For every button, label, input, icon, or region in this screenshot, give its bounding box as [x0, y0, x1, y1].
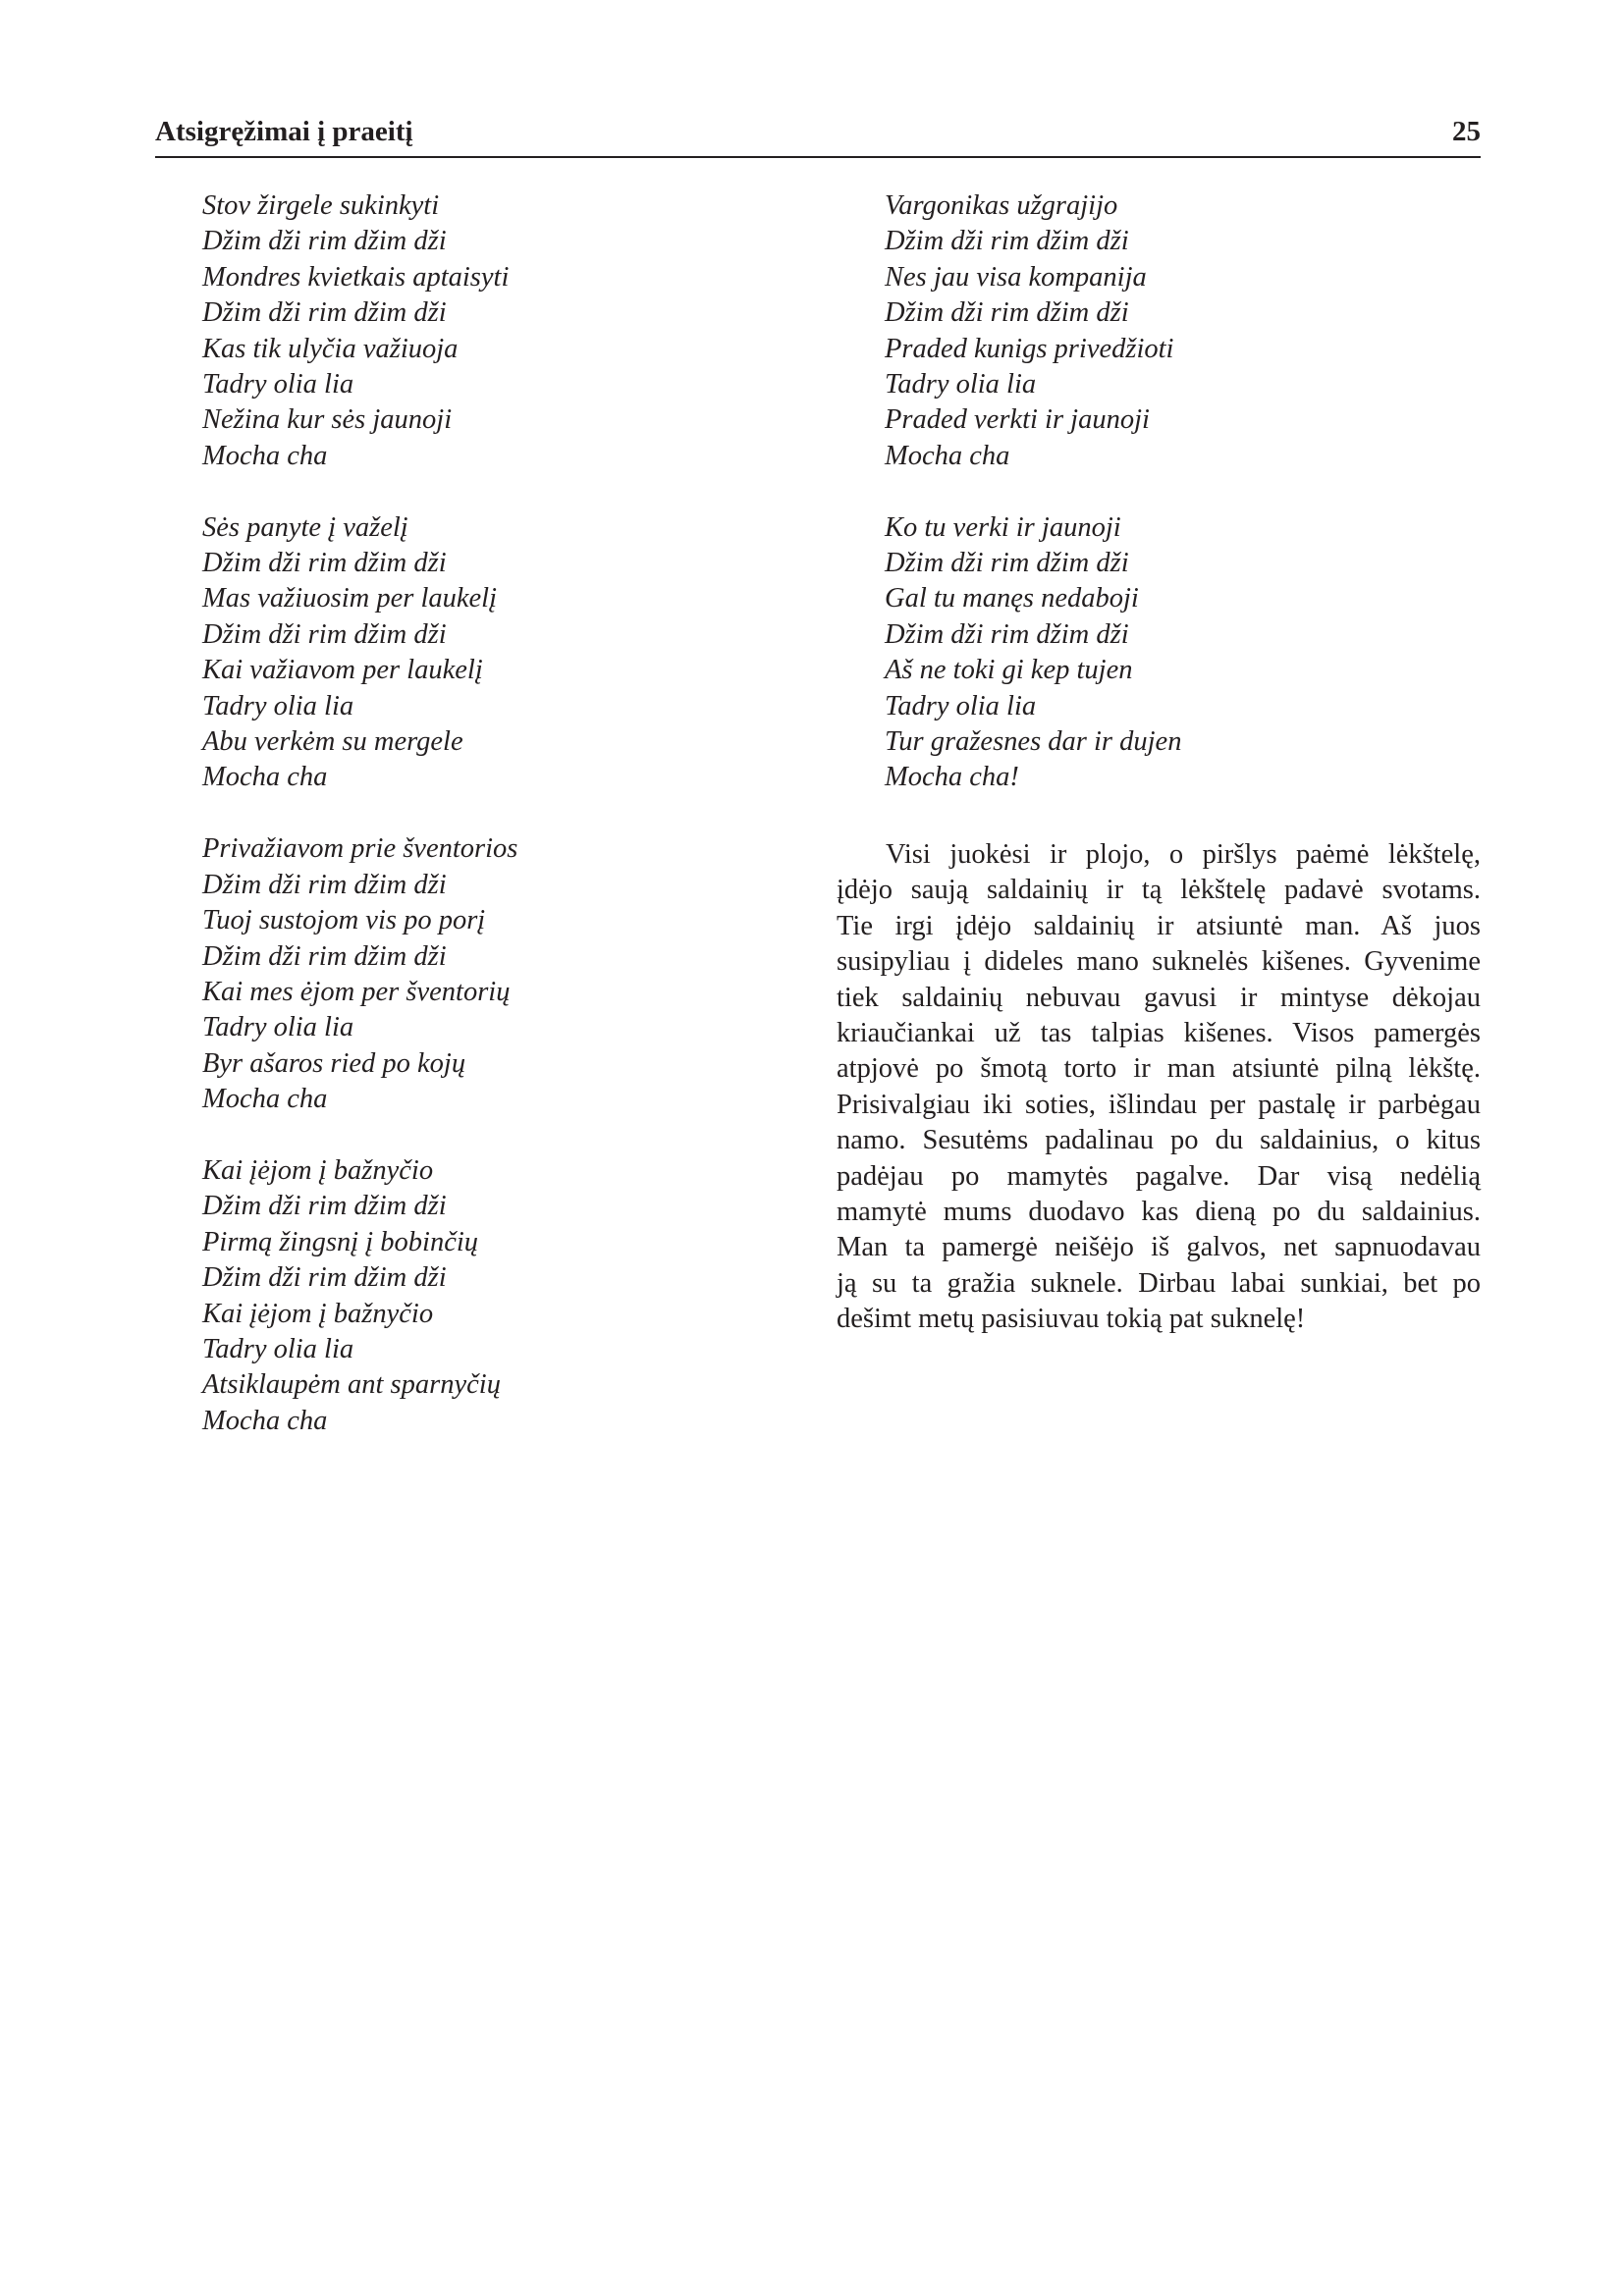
song-stanza — [885, 188, 1181, 474]
verse-line: Džim dži rim džim dži — [202, 869, 447, 900]
verse-line: Džim dži rim džim dži — [202, 226, 447, 257]
verse-line: Mocha cha — [202, 1084, 328, 1115]
paragraph-line: įdėjo saują saldainių ir tą lėkštelę padavė svotams. — [837, 875, 1481, 906]
verse-line: Pirmą žingsnį į bobinčių — [202, 1226, 479, 1257]
paragraph-line: Prisivalgiau iki soties, išlindau per pastalę ir parbėgau — [837, 1089, 1481, 1120]
verse-line: Ko tu verki ir jaunoji — [885, 511, 1121, 543]
page-number: 25 — [1452, 116, 1481, 147]
verse-line: Tadry olia lia — [202, 1012, 354, 1043]
verse-line: Tadry olia lia — [202, 1333, 354, 1364]
verse-line: Sės panyte į važelį — [202, 511, 408, 543]
verse-line: Tadry olia lia — [885, 369, 1037, 400]
verse-line: Mocha cha — [885, 440, 1010, 471]
verse-line: Stov žirgele sukinkyti — [202, 190, 440, 221]
verse-line: Tur gražesnes dar ir dujen — [885, 726, 1182, 758]
paragraph-line: kriaučiankai už tas talpias kišenes. Visos pamergės — [837, 1018, 1481, 1049]
verse-line: Praded kunigs privedžioti — [885, 333, 1174, 364]
verse-line: Kai įėjom į bažnyčio — [202, 1154, 434, 1186]
paragraph-line: Tie irgi įdėjo saldainių ir atsiuntė man. Aš juos — [837, 910, 1481, 941]
verse-line: Kas tik ulyčia važiuoja — [202, 333, 459, 364]
body-paragraph — [837, 837, 1481, 1338]
verse-line: Byr ašaros ried po kojų — [202, 1047, 466, 1079]
verse-line: Atsiklaupėm ant sparnyčių — [202, 1369, 501, 1401]
verse-line: Abu verkėm su mergele — [202, 726, 463, 758]
verse-line: Mondres kvietkais aptaisyti — [202, 261, 510, 293]
verse-line: Nežina kur sės jaunoji — [202, 404, 453, 436]
verse-line: Aš ne toki gi kep tujen — [885, 655, 1133, 686]
verse-line: Tadry olia lia — [885, 690, 1037, 721]
verse-line: Džim dži rim džim dži — [202, 940, 447, 972]
paragraph-line: dešimt metų pasisiuvau tokią pat suknelę! — [837, 1304, 1306, 1335]
verse-line: Džim dži rim džim dži — [202, 1191, 447, 1222]
verse-line: Džim dži rim džim dži — [885, 297, 1129, 329]
song-stanza — [202, 188, 517, 474]
paragraph-line: susipyliau į dideles mano suknelės kišenes. Gyvenime — [837, 946, 1481, 978]
paragraph-line: Visi juokėsi ir plojo, o piršlys paėmė lėkštelę, — [886, 839, 1481, 870]
verse-line: Kai mes ėjom per šventorių — [202, 976, 511, 1007]
paragraph-line: Man ta pamergė neišėjo iš galvos, net sapnuodavau — [837, 1232, 1481, 1263]
song-stanza — [202, 1153, 517, 1439]
song-stanza — [202, 510, 517, 796]
song-left-column — [202, 188, 517, 1475]
paragraph-line: tiek saldainių nebuvau gavusi ir mintyse dėkojau — [837, 982, 1481, 1013]
paragraph-line: namo. Sesutėms padalinau po du saldainius, o kitus — [837, 1125, 1481, 1156]
verse-line: Džim dži rim džim dži — [202, 618, 447, 650]
verse-line: Džim dži rim džim dži — [202, 1262, 447, 1294]
running-header-title: Atsigręžimai į praeitį — [155, 116, 413, 147]
verse-line: Gal tu manęs nedaboji — [885, 583, 1139, 614]
verse-line: Tuoj sustojom vis po porį — [202, 905, 486, 936]
verse-line: Mocha cha! — [885, 762, 1019, 793]
paragraph-line: mamytė mums duodavo kas dieną po du saldainius. — [837, 1197, 1481, 1228]
paragraph-line: padėjau po mamytės pagalve. Dar visą nedėlią — [837, 1160, 1481, 1192]
header-rule — [155, 156, 1481, 158]
verse-line: Džim dži rim džim dži — [885, 618, 1129, 650]
song-stanza — [885, 510, 1181, 796]
paragraph-line: atpjovė po šmotą torto ir man atsiuntė pilną lėkštę. — [837, 1053, 1481, 1085]
verse-line: Praded verkti ir jaunoji — [885, 404, 1150, 436]
verse-line: Mas važiuosim per laukelį — [202, 583, 498, 614]
verse-line: Džim dži rim džim dži — [202, 548, 447, 579]
song-stanza — [202, 831, 517, 1117]
verse-line: Džim dži rim džim dži — [885, 226, 1129, 257]
verse-line: Privažiavom prie šventorios — [202, 833, 518, 865]
verse-line: Tadry olia lia — [202, 369, 354, 400]
verse-line: Kai važiavom per laukelį — [202, 655, 483, 686]
verse-line: Mocha cha — [202, 440, 328, 471]
verse-line: Tadry olia lia — [202, 690, 354, 721]
verse-line: Džim dži rim džim dži — [885, 548, 1129, 579]
song-right-column — [885, 188, 1181, 831]
paragraph-line: ją su ta gražia suknele. Dirbau labai sunkiai, bet po — [837, 1267, 1481, 1299]
verse-line: Kai įėjom į bažnyčio — [202, 1298, 434, 1329]
verse-line: Mocha cha — [202, 1405, 328, 1436]
verse-line: Vargonikas užgrajijo — [885, 190, 1118, 221]
verse-line: Džim dži rim džim dži — [202, 297, 447, 329]
verse-line: Mocha cha — [202, 762, 328, 793]
verse-line: Nes jau visa kompanija — [885, 261, 1147, 293]
